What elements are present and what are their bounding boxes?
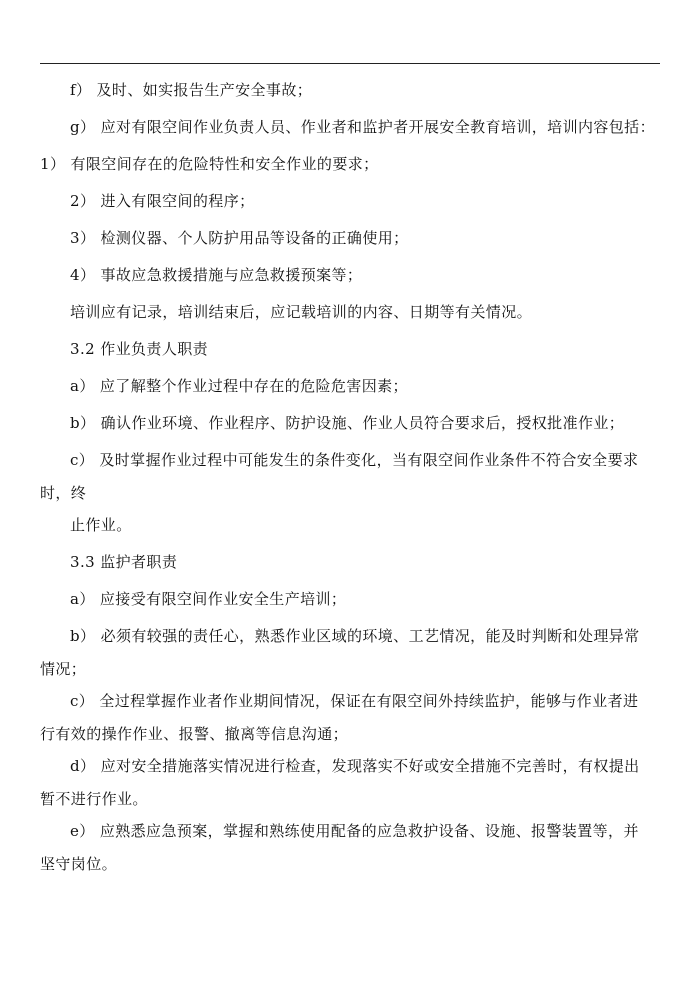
guardian-item-b: b） 必须有较强的责任心，熟悉作业区域的环境、工艺情况，能及时判断和处理异常 [70,627,640,645]
header-rule [40,63,660,64]
guardian-item-c-continued: 行有效的操作作业、报警、撤离等信息沟通； [40,725,349,743]
duty-item-c-end: 止作业。 [70,516,132,534]
duty-item-b: b） 确认作业环境、作业程序、防护设施、作业人员符合要求后，授权批准作业； [70,414,625,432]
section-heading-3-3: 3.3 监护者职责 [70,553,178,571]
guardian-item-e: e） 应熟悉应急预案，掌握和熟练使用配备的应急救护设备、设施、报警装置等，并 [70,822,639,840]
list-item-g: g） 应对有限空间作业负责人员、作业者和监护者开展安全教育培训，培训内容包括： [70,118,655,136]
guardian-item-b-continued: 情况； [40,660,87,678]
training-item-2: 2） 进入有限空间的程序； [70,192,255,210]
training-record-note: 培训应有记录，培训结束后，应记载培训的内容、日期等有关情况。 [70,303,533,321]
guardian-item-c: c） 全过程掌握作业者作业期间情况，保证在有限空间外持续监护，能够与作业者进 [70,692,639,710]
list-item-f: f） 及时、如实报告生产安全事故； [70,81,313,99]
section-heading-3-2: 3.2 作业负责人职责 [70,340,209,358]
duty-item-c-continued: 时，终 [40,484,87,502]
document-body [40,72,660,878]
training-item-4: 4） 事故应急救援措施与应急救援预案等； [70,266,363,284]
guardian-item-a: a） 应接受有限空间作业安全生产培训； [70,590,347,608]
guardian-item-d-continued: 暂不进行作业。 [40,790,148,808]
training-item-1: 1） 有限空间存在的危险特性和安全作业的要求； [40,155,379,173]
guardian-item-e-continued: 坚守岗位。 [40,855,118,873]
duty-item-c: c） 及时掌握作业过程中可能发生的条件变化，当有限空间作业条件不符合安全要求 [70,451,639,469]
training-item-3: 3） 检测仪器、个人防护用品等设备的正确使用； [70,229,409,247]
duty-item-a: a） 应了解整个作业过程中存在的危险危害因素； [70,377,408,395]
guardian-item-d: d） 应对安全措施落实情况进行检查，发现落实不好或安全措施不完善时，有权提出 [70,757,640,775]
